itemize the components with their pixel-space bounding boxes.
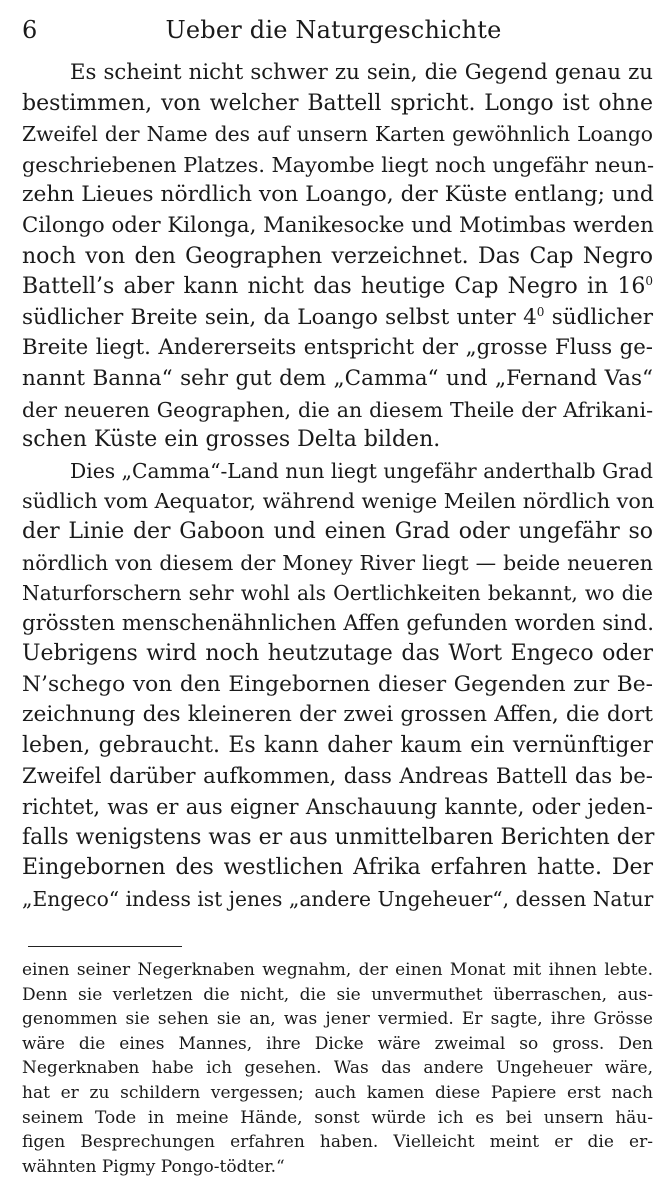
footnote-line: Denn sie verletzen die nicht, die sie unvermuthet überraschen, aus- [22,984,653,1005]
text-line: nannt Banna“ sehr gut dem „Camma“ und „Fernand Vas“ [22,365,653,391]
text-line: schen Küste ein grosses Delta bilden. [22,427,441,453]
footnote-line: hat er zu schildern vergessen; auch kamen diese Papiere erst nach [22,1082,653,1103]
footnote-line: figen Besprechungen erfahren haben. Vielleicht meint er die er- [22,1132,653,1153]
footnote-line: Negerknaben habe ich gesehen. Was das andere Ungeheuer wäre, [22,1058,653,1079]
running-title: Ueber die Naturgeschichte [165,16,502,44]
page-header [22,14,645,48]
footnote-line: wähnten Pigmy Pongo-tödter.“ [22,1156,285,1177]
text-line [22,272,653,303]
footnote-line: seinem Tode in meine Hände, sonst würde ich es bei unsern häu- [22,1107,653,1128]
page-number: 6 [22,16,38,44]
degree-superscript: 0 [645,274,653,289]
text-line: Breite liegt. Andererseits entspricht der „grosse Fluss ge- [22,335,653,361]
text-line: Zweifel der Name des auf unsern Karten gewöhnlich Loango [22,122,653,147]
text-line: südlich vom Aequator, während wenige Meilen nördlich von [22,489,655,514]
text-line: nördlich von diesem der Money River liegt — beide neueren [22,550,653,575]
text-line: Naturforschern sehr wohl als Oertlichkeiten bekannt, wo die [22,581,653,606]
text-line: leben, gebraucht. Es kann daher kaum ein vernünftiger [22,733,653,759]
paragraph-1 [22,58,653,456]
text-segment: Battell’s aber kann nicht das heutige Cap Negro in 16 [22,274,646,300]
text-line: der Linie der Gaboon und einen Grad oder ungefähr so [22,518,653,544]
text-line: Uebrigens wird noch heutzutage das Wort Engeco oder [22,641,653,667]
text-line: falls wenigstens was er aus unmittelbaren Berichten der [22,824,655,850]
text-segment: südlicher [544,304,653,330]
text-line: zehn Lieues nördlich von Loango, der Küste entlang; und [22,182,654,208]
text-line: „Engeco“ indess ist jenes „andere Ungeheuer“, dessen Natur [22,887,654,912]
footnote-line: genommen sie sehen sie an, was jener vermied. Er sagte, ihre Grösse [22,1009,653,1030]
text-line: der neueren Geographen, die an diesem Theile der Afrikani- [22,397,653,422]
text-line: N’schego von den Eingebornen dieser Gegenden zur Be- [22,671,653,697]
footnote-divider [28,946,182,947]
footnote-line: wäre die eines Mannes, ihre Dicke wäre zweimal so gross. Den [22,1033,653,1054]
text-line: grössten menschenähnlichen Affen gefunden worden sind. [22,610,654,636]
text-line: noch von den Geographen verzeichnet. Das Cap Negro [22,243,653,269]
text-line [22,303,653,334]
text-line: Zweifel darüber aufkommen, dass Andreas Battell das be- [22,763,653,789]
footnote [22,958,653,1179]
text-line: geschriebenen Platzes. Mayombe liegt noch ungefähr neun- [22,152,655,177]
body-text [22,58,653,915]
text-line: Dies „Camma“-Land nun liegt ungefähr anderthalb Grad [70,458,653,483]
footnote-line: einen seiner Negerknaben wegnahm, der einen Monat mit ihnen lebte. [22,960,653,980]
text-line: Cilongo oder Kilonga, Manikesocke und Motimbas werden [22,212,654,238]
degree-superscript: 0 [536,304,545,319]
paragraph-2 [22,456,653,915]
text-line: Eingebornen des westlichen Afrika erfahren hatte. Der [22,855,653,881]
text-line: richtet, was er aus eigner Anschauung kannte, oder jeden- [22,795,653,820]
text-line: Es scheint nicht schwer zu sein, die Gegend genau zu [70,60,653,85]
text-line: zeichnung des kleineren der zwei grossen Affen, die dort [22,702,653,728]
text-line: bestimmen, von welcher Battell spricht. Longo ist ohne [22,90,653,116]
text-segment: südlicher Breite sein, da Loango selbst unter 4 [22,304,537,330]
